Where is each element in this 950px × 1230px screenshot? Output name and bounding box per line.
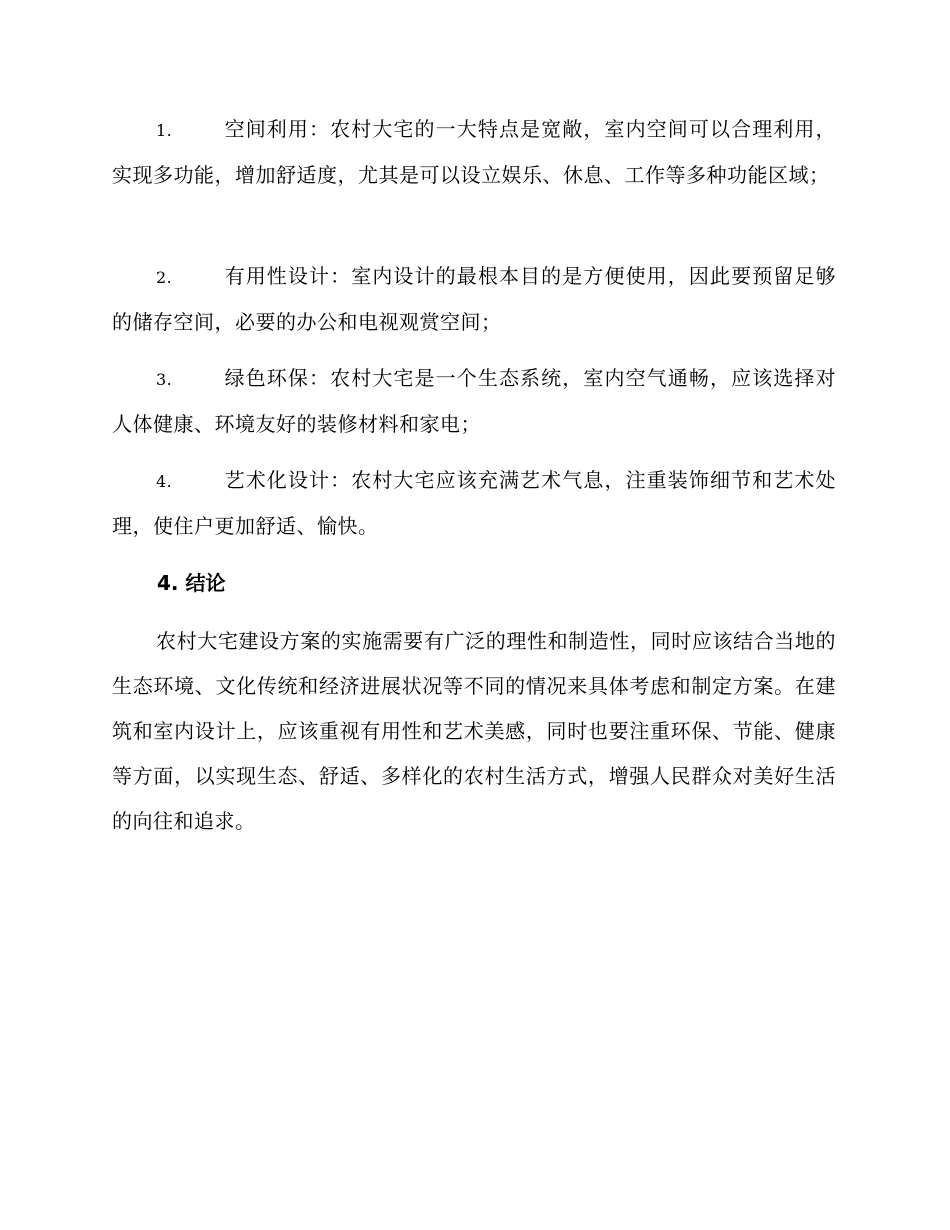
list-item-text: 绿色环保：农村大宅是一个生态系统，室内空气通畅，应该选择对人体健康、环境友好的装修材料和家电； xyxy=(112,366,836,436)
conclusion-paragraph: 农村大宅建设方案的实施需要有广泛的理性和制造性，同时应该结合当地的生态环境、文化传统和经济进展状况等不同的情况来具体考虑和制定方案。在建筑和室内设计上，应该重视有用性和艺术美感，同时也要注重环保、节能、健康等方面，以实现生态、舒适、多样化的农村生活方式，增强人民群众对美好生活的向往和追求。 xyxy=(112,629,836,833)
list-item xyxy=(112,107,836,198)
list-item-text: 艺术化设计：农村大宅应该充满艺术气息，注重装饰细节和艺术处理，使住户更加舒适、愉快。 xyxy=(112,468,836,538)
list-item-number: 4. xyxy=(156,472,173,491)
list-item xyxy=(112,254,836,345)
section-heading: 4. 结论 xyxy=(157,571,226,595)
list-item-number: 1. xyxy=(156,121,173,140)
list-item-text: 空间利用：农村大宅的一大特点是宽敞，室内空间可以合理利用，实现多功能，增加舒适度，尤其是可以设立娱乐、休息、工作等多种功能区域； xyxy=(112,117,836,187)
list-item xyxy=(112,356,836,447)
list-item xyxy=(112,458,836,549)
list-item-number: 2. xyxy=(156,268,173,287)
list-item-text: 有用性设计：室内设计的最根本目的是方便使用，因此要预留足够的储存空间，必要的办公和电视观赏空间； xyxy=(112,264,836,334)
list-item-number: 3. xyxy=(156,370,173,389)
